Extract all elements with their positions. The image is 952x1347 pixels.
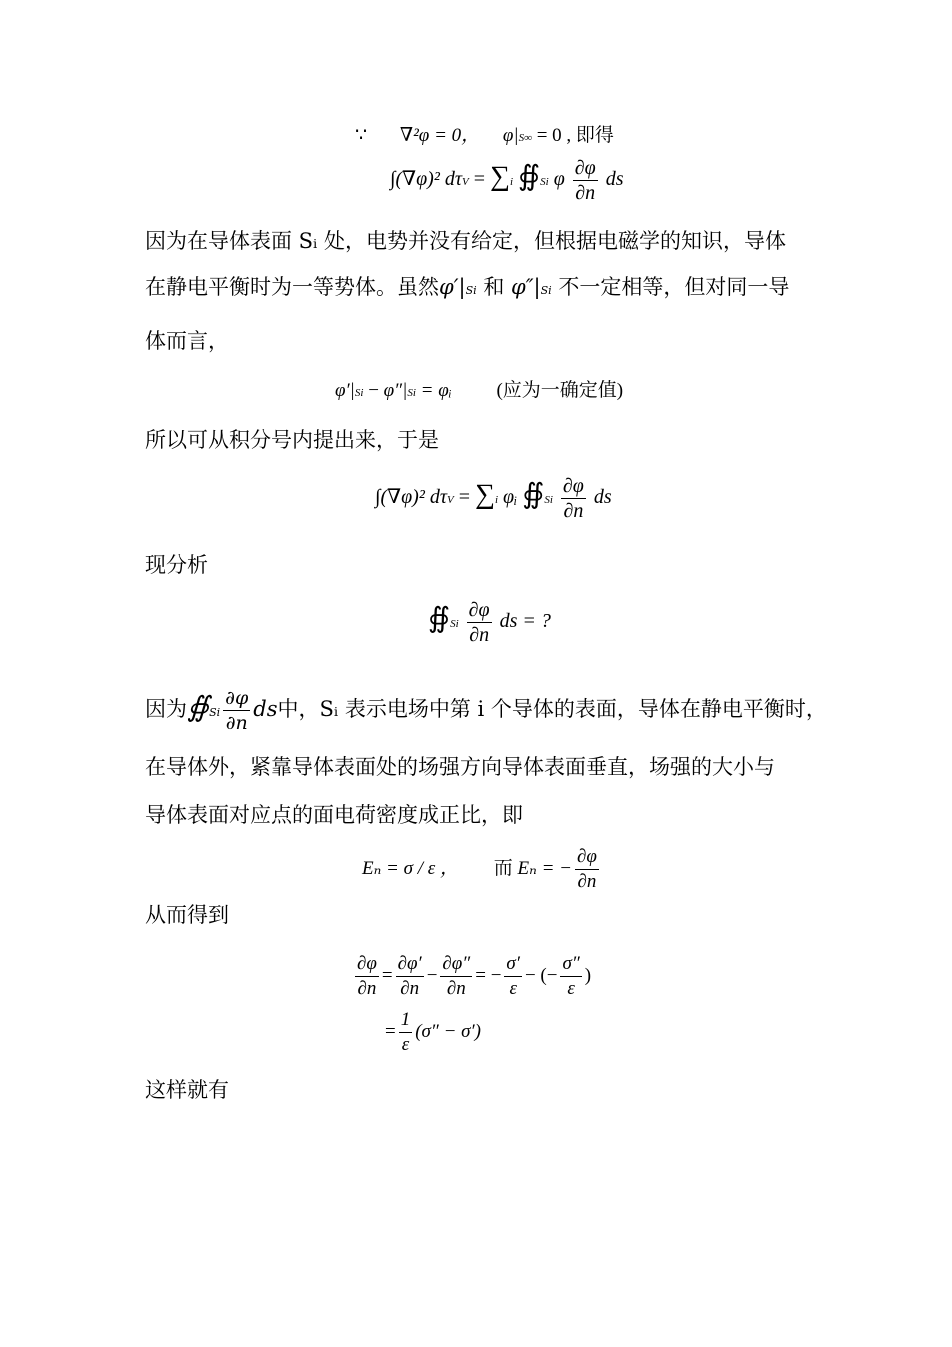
paragraph-3: 现分析 (145, 553, 208, 577)
boundary-value: = 0 , 即得 (536, 125, 614, 146)
sum-subscript: i (509, 176, 514, 189)
sum-symbol: ∑ (490, 161, 510, 193)
paragraph-2: 所以可从积分号内提出来，于是 (145, 428, 439, 452)
surface-integral-symbol: ∯ (518, 161, 541, 193)
boundary-subscript: S∞ (518, 132, 532, 144)
phi-symbol: φ (553, 168, 565, 191)
derivative-fraction: $\frac{\partial\varphi}{\partial n}$ (562, 475, 584, 522)
equals-sign: = (473, 168, 485, 191)
volume-integral: ∫(∇φ)² dτ (390, 168, 462, 191)
equation-note: (应为一确定值) (496, 380, 624, 401)
equation-derivative-expansion-line-2: = $\frac{1}{\varepsilon}$ (σ″ − σ′) (385, 1009, 482, 1055)
surface-subscript: Si (540, 176, 549, 189)
paragraph-1-line-2: 在静电平衡时为一等势体。虽然φ′|Si 和 φ″|Si 不一定相等，但对同一导 (145, 275, 790, 299)
derivative-fraction: $\frac{\partial\varphi}{\partial n}$ (574, 157, 596, 204)
volume-subscript: V (461, 176, 469, 189)
because-symbol: ∵ (355, 125, 368, 146)
paragraph-5: 从而得到 (145, 903, 229, 927)
equation-energy-integral-1 (390, 156, 624, 205)
derivative-fraction: $\frac{\partial\varphi}{\partial n}$ (225, 687, 249, 734)
paragraph-4-line-3: 导体表面对应点的面电荷密度成正比，即 (145, 803, 523, 827)
paragraph-1-line-3: 体而言， (145, 329, 229, 353)
boundary-phi: φ| (502, 125, 519, 146)
laplace-equation: ∇²φ = 0， (399, 125, 481, 146)
equation-energy-integral-2: ∫(∇φ)² dτV = ∑i φᵢ ∯Si $\frac{\partial\varphi}{\partial n}$ ds (375, 475, 612, 522)
phi-double-prime: φ″| (511, 275, 541, 299)
paragraph-6: 这样就有 (145, 1078, 229, 1102)
derivative-fraction: $\frac{\partial\varphi}{\partial n}$ (576, 846, 597, 892)
paragraph-4-line-2: 在导体外，紧靠导体表面处的场强方向导体表面垂直，场强的大小与 (145, 755, 775, 779)
equation-surface-integral: ∯Si $\frac{\partial\varphi}{\partial n}$ ds = ? (428, 599, 551, 646)
equation-derivative-expansion-line-1: $\frac{\partial\varphi}{\partial n}$ = $\frac{\partial\varphi'}{\partial n}$ − $\frac{\partial\varphi''}{\partial n}$ = − $\frac{\sigma'}{\varepsilon}$ − (− $\frac{\sigma''}{\varepsilon}$ ) (357, 953, 592, 999)
equation-field-strength: Eₙ = σ / ε ， 而 Eₙ = − $\frac{\partial\varphi}{\partial n}$ (362, 846, 597, 892)
paragraph-4-line-1: 因为∯Si $\frac{\partial\varphi}{\partial n}$ ds中，Sᵢ 表示电场中第 i 个导体的表面，导体在静电平衡时， (145, 687, 827, 734)
ds-symbol: ds (605, 168, 624, 191)
phi-prime: φ′| (439, 275, 466, 299)
paragraph-1-line-1: 因为在导体表面 Sᵢ 处，电势并没有给定，但根据电磁学的知识，导体 (145, 229, 786, 253)
equation-laplace-boundary (355, 120, 614, 147)
equation-potential-difference: φ′|Si − φ″|Si = φᵢ (应为一确定值) (335, 380, 624, 401)
derivative-fraction: $\frac{\partial\varphi}{\partial n}$ (468, 599, 490, 646)
